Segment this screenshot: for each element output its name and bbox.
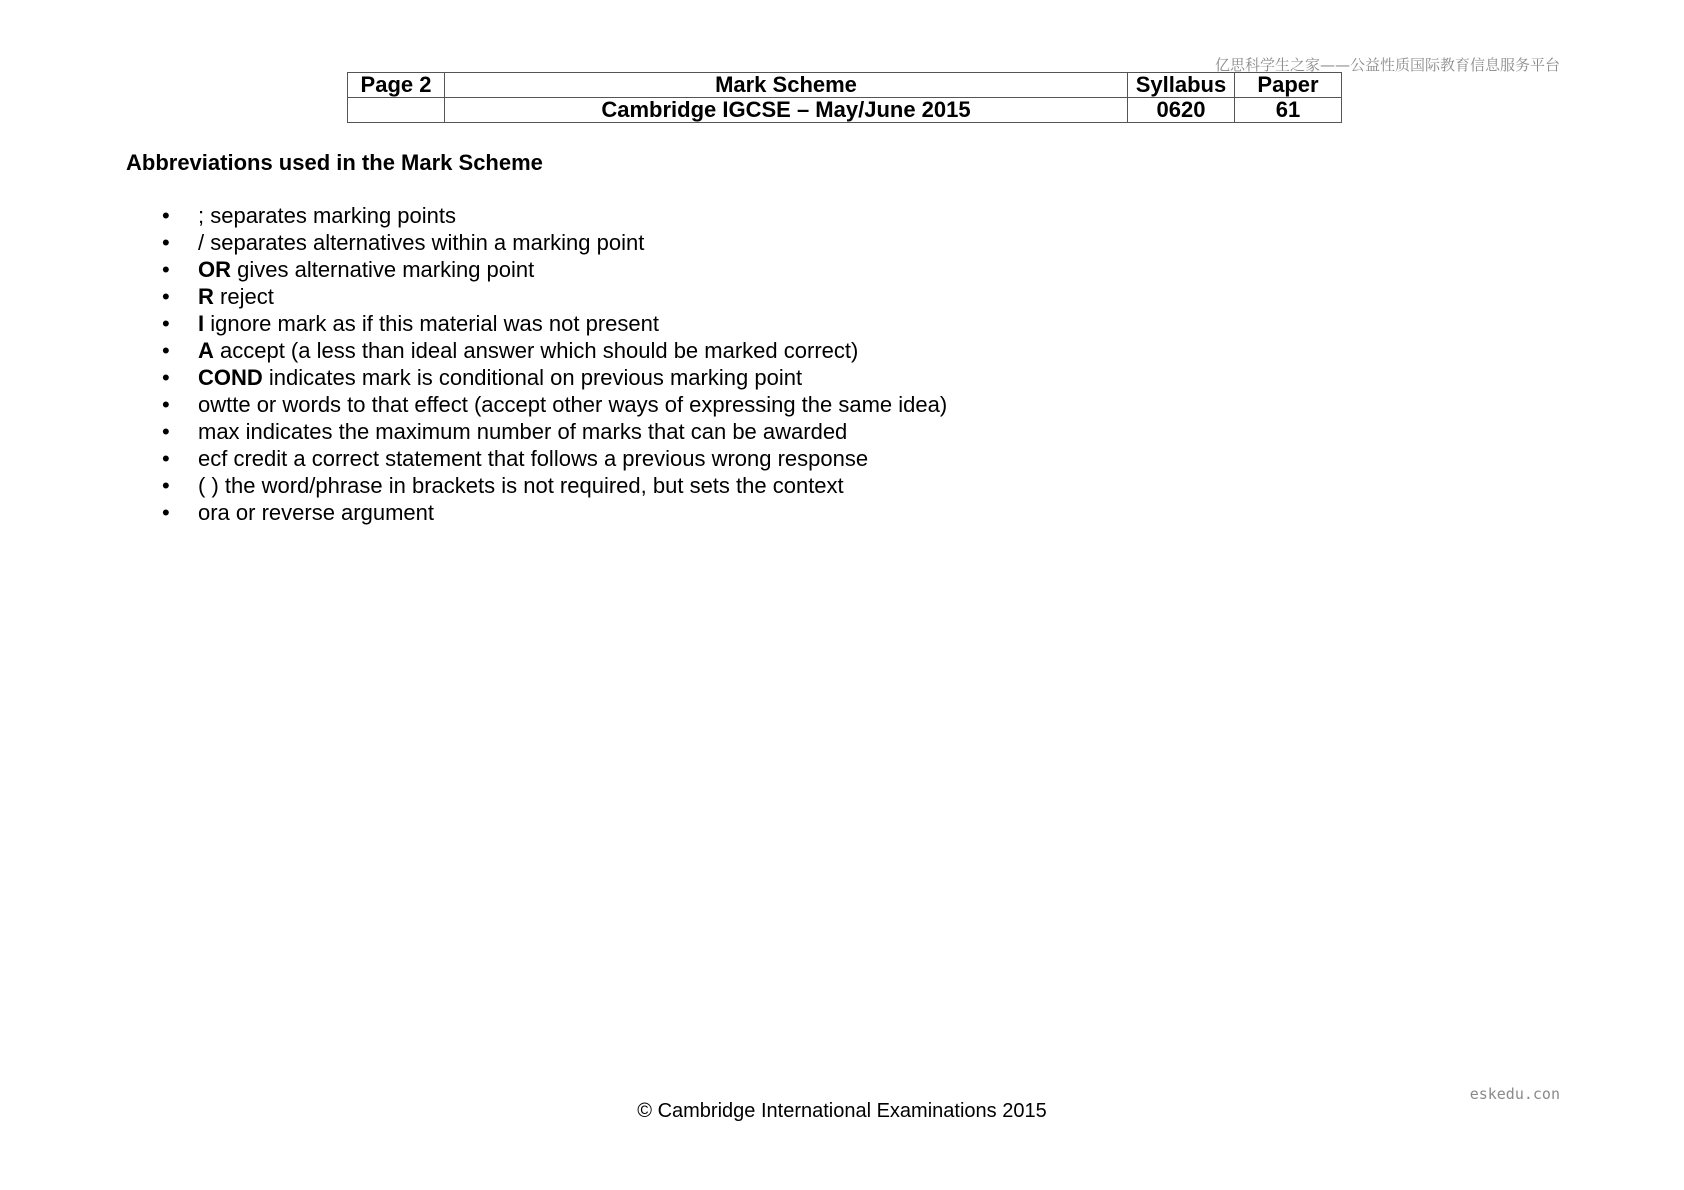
list-item: [0, 229, 947, 256]
bullet-icon: •: [162, 338, 170, 363]
list-item: [0, 472, 947, 499]
header-row-1: [348, 73, 1342, 98]
empty-cell: [348, 98, 445, 123]
list-item: [0, 445, 947, 472]
abbreviation-text: reject: [213, 284, 274, 309]
list-item: [0, 283, 947, 310]
abbreviation-text: ; separates marking points: [198, 203, 457, 228]
abbreviation-key: COND: [198, 365, 263, 390]
list-item: [0, 202, 947, 229]
paper-label-cell: Paper: [1235, 73, 1342, 98]
exam-title-cell: Cambridge IGCSE – May/June 2015: [445, 98, 1128, 123]
bullet-icon: •: [162, 203, 170, 228]
bullet-icon: •: [162, 500, 170, 525]
footer-copyright: © Cambridge International Examinations 2015: [637, 1100, 1047, 1122]
abbreviation-key: R: [198, 284, 214, 309]
abbreviation-text: / separates alternatives within a marking point: [198, 230, 645, 255]
bullet-icon: •: [162, 311, 170, 336]
watermark-top-text: 亿思科学生之家——公益性质国际教育信息服务平台: [1214, 56, 1560, 74]
abbreviation-text: accept (a less than ideal answer which should be marked correct): [213, 338, 859, 363]
abbreviation-text: ora or reverse argument: [198, 500, 434, 525]
abbreviation-text: ( ) the word/phrase in brackets is not required, but sets the context: [198, 473, 844, 498]
syllabus-code-cell: 0620: [1128, 98, 1235, 123]
mark-scheme-cell: Mark Scheme: [445, 73, 1128, 98]
bullet-icon: •: [162, 230, 170, 255]
abbreviation-text: owtte or words to that effect (accept other ways of expressing the same idea): [198, 392, 948, 417]
list-item: [0, 418, 947, 445]
abbreviation-text: gives alternative marking point: [231, 257, 535, 282]
paper-number-cell: 61: [1235, 98, 1342, 123]
header-row-2: [348, 98, 1342, 123]
bullet-icon: •: [162, 257, 170, 282]
abbreviation-key: I: [198, 311, 205, 336]
bullet-icon: •: [162, 473, 170, 498]
header-table: [347, 72, 1342, 123]
watermark-bottom-text: eskedu.con: [1469, 1085, 1560, 1103]
list-item: [0, 337, 947, 364]
list-item: [0, 391, 947, 418]
syllabus-label-cell: Syllabus: [1128, 73, 1235, 98]
bullet-icon: •: [162, 446, 170, 471]
list-item: [0, 499, 947, 526]
abbreviation-key: A: [198, 338, 214, 363]
abbreviation-key: OR: [198, 257, 231, 282]
list-item: [0, 256, 947, 283]
abbreviation-text: ignore mark as if this material was not present: [204, 311, 659, 336]
list-item: [0, 364, 947, 391]
page-number-cell: Page 2: [348, 73, 445, 98]
bullet-icon: •: [162, 365, 170, 390]
section-title: Abbreviations used in the Mark Scheme: [126, 150, 543, 175]
abbreviations-list: [0, 202, 947, 526]
list-item: [0, 310, 947, 337]
bullet-icon: •: [162, 284, 170, 309]
abbreviation-text: ecf credit a correct statement that follows a previous wrong response: [198, 446, 869, 471]
bullet-icon: •: [162, 392, 170, 417]
bullet-icon: •: [162, 419, 170, 444]
abbreviation-text: indicates mark is conditional on previous marking point: [262, 365, 803, 390]
abbreviation-text: max indicates the maximum number of marks that can be awarded: [198, 419, 848, 444]
